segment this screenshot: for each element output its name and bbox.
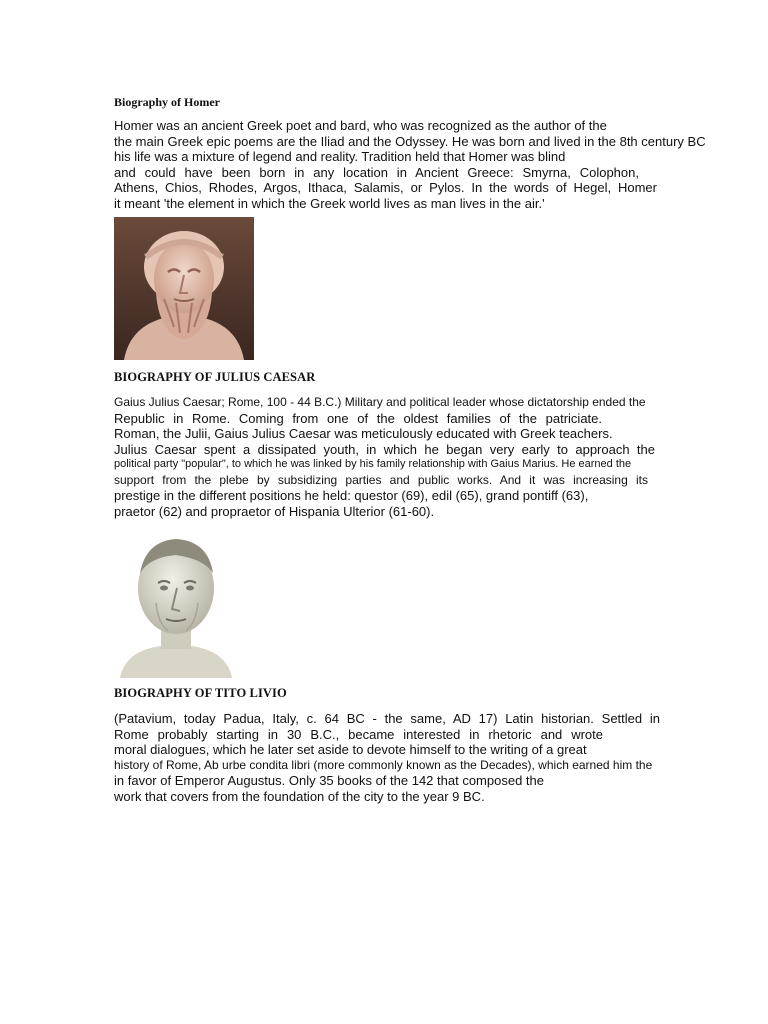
caesar-line: Julius Caesar spent a dissipated youth, in which he began very early to approach the: [114, 441, 655, 457]
homer-bust-image: [114, 217, 254, 360]
livio-line: history of Rome, Ab urbe condita libri (more commonly known as the Decades), which earned him the: [114, 757, 653, 772]
livio-line: work that covers from the foundation of the city to the year 9 BC.: [114, 788, 485, 804]
caesar-line: support from the plebe by subsidizing parties and public works. And it was increasing its: [114, 472, 648, 487]
caesar-line: Republic in Rome. Coming from one of the oldest families of the patriciate.: [114, 410, 602, 426]
homer-paragraph: [114, 118, 724, 211]
livio-line: (Patavium, today Padua, Italy, c. 64 BC - the same, AD 17) Latin historian. Settled in: [114, 711, 660, 726]
caesar-line: prestige in the different positions he held: questor (69), edil (65), grand pontiff (63),: [114, 488, 589, 503]
livio-line: Rome probably starting in 30 B.C., became interested in rhetoric and wrote: [114, 726, 603, 742]
livio-paragraph: [114, 711, 724, 804]
homer-line: and could have been born in any location in Ancient Greece: Smyrna, Colophon,: [114, 164, 639, 180]
livio-line: moral dialogues, which he later set aside to devote himself to the writing of a great: [114, 742, 587, 757]
caesar-line: Gaius Julius Caesar; Rome, 100 - 44 B.C.) Military and political leader whose dictatorship ended the: [114, 395, 646, 409]
caesar-heading: BIOGRAPHY OF JULIUS CAESAR: [114, 370, 316, 384]
homer-line: the main Greek epic poems are the Iliad and the Odyssey. He was born and lived in the 8th century BC: [114, 133, 706, 149]
homer-heading: Biography of Homer: [114, 95, 220, 109]
livio-line: in favor of Emperor Augustus. Only 35 books of the 142 that composed the: [114, 773, 544, 788]
caesar-line: praetor (62) and propraetor of Hispania Ulterior (61-60).: [114, 503, 435, 519]
homer-line: his life was a mixture of legend and reality. Tradition held that Homer was blind: [114, 149, 566, 164]
caesar-bust-image: [116, 533, 236, 678]
livio-heading: BIOGRAPHY OF TITO LIVIO: [114, 686, 287, 700]
caesar-paragraph: [114, 395, 724, 519]
homer-line: Athens, Chios, Rhodes, Argos, Ithaca, Salamis, or Pylos. In the words of Hegel, Homer: [114, 180, 657, 195]
homer-line: Homer was an ancient Greek poet and bard, who was recognized as the author of the: [114, 118, 607, 133]
caesar-line: political party "popular", to which he was linked by his family relationship with Gaius Marius. He earned the: [114, 458, 632, 470]
homer-line: it meant 'the element in which the Greek world lives as man lives in the air.': [114, 195, 545, 211]
document-page: [114, 95, 724, 804]
caesar-line: Roman, the Julii, Gaius Julius Caesar was meticulously educated with Greek teachers.: [114, 426, 613, 441]
